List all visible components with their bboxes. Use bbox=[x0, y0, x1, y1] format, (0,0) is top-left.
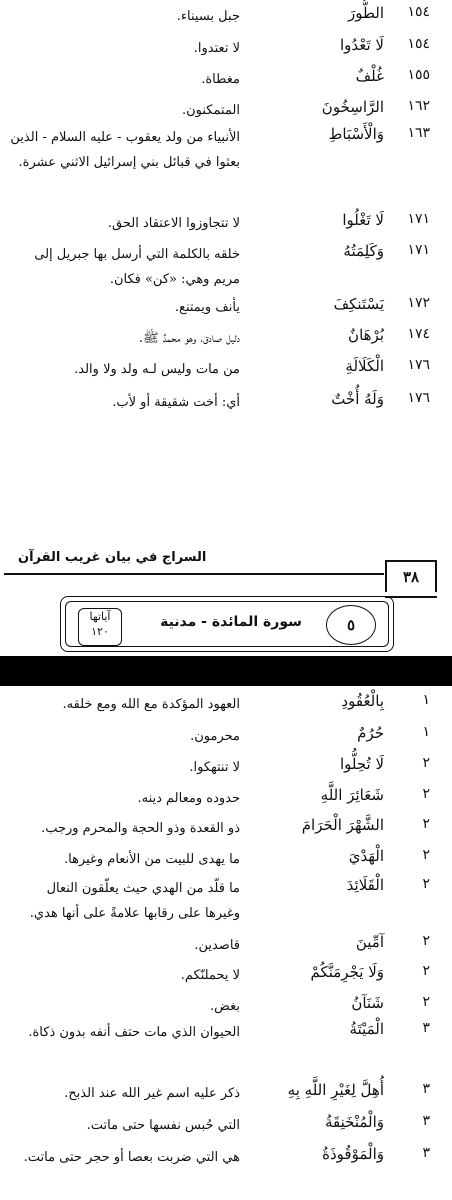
surah-banner-inner bbox=[65, 601, 389, 647]
ayat-label: آياتها bbox=[89, 610, 111, 623]
quran-word: الْهَدْيَ bbox=[348, 847, 384, 865]
word-definition: العهود المؤكدة مع الله ومع خلقه. bbox=[62, 697, 240, 712]
word-definition: هي التي ضربت بعصا أو حجر حتى ماتت. bbox=[23, 1150, 240, 1165]
verse-number: ٢ bbox=[422, 933, 430, 949]
verse-number: ١٦٣ bbox=[407, 125, 430, 141]
quran-word: لَا تَعْدُوا bbox=[339, 36, 384, 54]
quran-word: وَالْمُنْخَنِقَةُ bbox=[324, 1113, 384, 1131]
verse-number: ٣ bbox=[422, 1020, 430, 1036]
quran-word: وَالْمَوْقُوذَةُ bbox=[322, 1145, 384, 1163]
word-definition: محرمون. bbox=[190, 729, 240, 744]
verse-number: ١٧٦ bbox=[407, 390, 430, 406]
verse-number: ٢ bbox=[422, 876, 430, 892]
ayat-count-box bbox=[78, 608, 122, 646]
word-definition: لا تعتدوا. bbox=[193, 41, 240, 56]
quran-word: يَسْتَنكِفَ bbox=[333, 295, 384, 313]
section-bar bbox=[0, 656, 452, 686]
quran-word: غُلْفٌ bbox=[355, 67, 384, 85]
word-definition: المتمكنون. bbox=[181, 103, 240, 118]
verse-number: ٢ bbox=[422, 786, 430, 802]
quran-word: بِالْعُقُودِ bbox=[341, 692, 384, 710]
quran-word: شَعَائِرَ اللَّهِ bbox=[320, 786, 384, 804]
verse-number: ٢ bbox=[422, 963, 430, 979]
word-definition: جبل بسيناء. bbox=[176, 9, 240, 24]
word-definition: دليل صادق، وهو محمدٌ ﷺ. bbox=[138, 331, 240, 346]
verse-number: ١ bbox=[422, 724, 430, 740]
word-definition: قاصدين. bbox=[194, 938, 240, 953]
word-definition: لا تنتهكوا. bbox=[189, 760, 240, 775]
quran-word: الْمَيْتَةُ bbox=[349, 1020, 384, 1038]
quran-word: الْقَلَائِدَ bbox=[346, 876, 384, 894]
word-definition: حدوده ومعالم دينه. bbox=[137, 791, 240, 806]
word-definition: خلقه بالكلمة التي أرسل بها جبريل إلى مريم وهي: «كن» فكان. bbox=[34, 247, 240, 287]
word-definition: التي حُبس نفسها حتى ماتت. bbox=[86, 1118, 240, 1133]
quran-word: الرَّاسِخُونَ bbox=[321, 98, 384, 116]
quran-word: وَكَلِمَتُهُ bbox=[343, 242, 384, 260]
quran-word: الْكَلَالَةِ bbox=[345, 357, 384, 375]
word-definition: ذو القعدة وذو الحجة والمحرم ورجب. bbox=[41, 821, 240, 836]
quran-word: الطُّورَ bbox=[347, 4, 384, 22]
verse-number: ٣ bbox=[422, 1113, 430, 1129]
ayat-count: ١٢٠ bbox=[91, 625, 109, 638]
word-definition: لا تتجاوزوا الاعتقاد الحق. bbox=[107, 216, 240, 231]
header-rule bbox=[4, 573, 384, 575]
verse-number: ١٥٤ bbox=[407, 4, 430, 20]
verse-number: ٢ bbox=[422, 847, 430, 863]
verse-number: ١٧٢ bbox=[407, 295, 430, 311]
quran-word: حُرُمٌ bbox=[357, 724, 384, 742]
word-definition: بغض. bbox=[210, 999, 240, 1014]
verse-number: ١٥٥ bbox=[407, 67, 430, 83]
verse-number: ١٥٤ bbox=[407, 36, 430, 52]
page-number: ٣٨ bbox=[385, 560, 437, 592]
quran-word: وَالْأَسْبَاطِ bbox=[328, 125, 384, 143]
surah-banner bbox=[60, 596, 394, 652]
verse-number: ١٦٢ bbox=[407, 98, 430, 114]
verse-number: ١٧١ bbox=[407, 211, 430, 227]
quran-word: شَنَآنُ bbox=[351, 994, 384, 1012]
quran-word: بُرْهَانٌ bbox=[348, 326, 384, 344]
verse-number: ٢ bbox=[422, 816, 430, 832]
verse-number: ١٧٤ bbox=[407, 326, 430, 342]
word-definition: الأنبياء من ولد يعقوب - عليه السلام - الذين بعثوا في قبائل بني إسرائيل الاثني عشرة. bbox=[10, 130, 240, 170]
verse-number: ١٧١ bbox=[407, 242, 430, 258]
quran-word: وَلَا يَجْرِمَنَّكُمْ bbox=[310, 963, 384, 981]
word-definition: ما قلّد من الهدي حيث يعلّقون النعال وغيرها على رقابها علامةً على أنها هدي. bbox=[29, 881, 240, 921]
word-definition: ذكر عليه اسم غير الله عند الذبح. bbox=[64, 1086, 240, 1101]
word-definition: الحيوان الذي مات حتف أنفه بدون ذكاة. bbox=[28, 1025, 240, 1040]
verse-number: ٢ bbox=[422, 994, 430, 1010]
verse-number: ٣ bbox=[422, 1081, 430, 1097]
verse-number: ٢ bbox=[422, 755, 430, 771]
word-definition: من مات وليس لـه ولد ولا والد. bbox=[74, 362, 240, 377]
word-definition: أي: أخت شقيقة أو لأب. bbox=[112, 395, 240, 410]
surah-number: ٥ bbox=[326, 605, 376, 645]
quran-word: آمِّينَ bbox=[355, 933, 384, 951]
quran-word: أُهِلَّ لِغَيْرِ اللَّهِ بِهِ bbox=[287, 1081, 384, 1099]
quran-word: لَا تُحِلُّوا bbox=[339, 755, 384, 773]
verse-number: ٣ bbox=[422, 1145, 430, 1161]
verse-number: ١٧٦ bbox=[407, 357, 430, 373]
word-definition: لا يحملنّكم. bbox=[180, 968, 240, 983]
quran-word: وَلَهُ أُخْتٌ bbox=[331, 390, 384, 408]
quran-word: لَا تَغْلُوا bbox=[342, 211, 384, 229]
book-title: السراج في بيان غريب القرآن bbox=[18, 550, 207, 565]
quran-word: الشَّهْرَ الْحَرَامَ bbox=[301, 816, 384, 834]
verse-number: ١ bbox=[422, 692, 430, 708]
word-definition: مغطاة. bbox=[201, 72, 240, 87]
surah-name: سورة المائدة - مدنية bbox=[160, 614, 302, 630]
word-definition: يأنف ويمتنع. bbox=[174, 300, 240, 315]
word-definition: ما يهدى للبيت من الأنعام وغيرها. bbox=[64, 852, 240, 867]
